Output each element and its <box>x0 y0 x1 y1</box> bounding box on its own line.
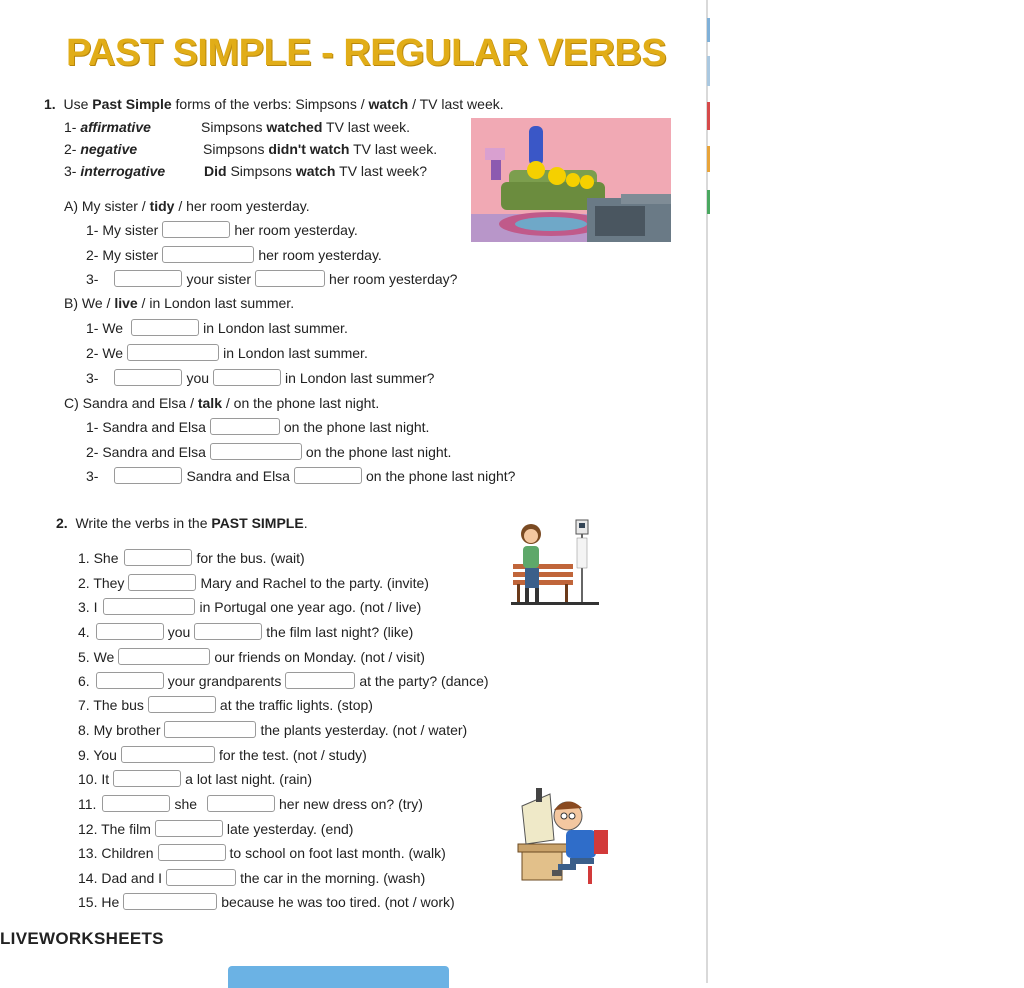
answer-input[interactable] <box>148 696 216 713</box>
example-negative: 2- negative <box>64 141 138 157</box>
scroll-marker <box>707 190 710 214</box>
section-a-heading: A) My sister / tidy / her room yesterday. <box>64 198 310 214</box>
answer-input[interactable] <box>207 795 275 812</box>
answer-field[interactable] <box>104 601 194 616</box>
section-b-line2: 2- We in London last summer. <box>86 345 368 361</box>
exercise-item-6: 6. your grandparents at the party? (dance) <box>78 673 489 689</box>
section-c-heading: C) Sandra and Elsa / talk / on the phone last night. <box>64 395 380 411</box>
scroll-marker <box>707 102 710 130</box>
answer-input[interactable] <box>210 443 302 460</box>
example-affirmative-sentence: Simpsons watched TV last week. <box>201 119 411 135</box>
section-b-heading: B) We / live / in London last summer. <box>64 295 295 311</box>
answer-field[interactable] <box>124 896 216 911</box>
answer-field[interactable] <box>195 626 261 641</box>
answer-field[interactable] <box>115 470 181 485</box>
answer-input[interactable] <box>166 869 236 886</box>
simpsons-couch-picture <box>471 118 671 242</box>
answer-field[interactable] <box>214 372 280 387</box>
answer-input[interactable] <box>114 369 182 386</box>
answer-field[interactable] <box>114 773 180 788</box>
answer-field[interactable] <box>211 446 301 461</box>
answer-input[interactable] <box>114 467 182 484</box>
answer-input[interactable] <box>213 369 281 386</box>
section-b-line3: 3- you in London last summer? <box>86 370 435 386</box>
girl-at-bus-stop-picture <box>511 518 599 606</box>
section1-instruction: 1. Use Past Simple forms of the verbs: Simpsons / watch / TV last week. <box>44 96 504 112</box>
section-c-line3: 3- Sandra and Elsa on the phone last night? <box>86 468 516 484</box>
answer-input[interactable] <box>162 221 230 238</box>
exercise-item-4: 4. you the film last night? (like) <box>78 624 414 640</box>
answer-input[interactable] <box>121 746 215 763</box>
answer-input[interactable] <box>96 672 164 689</box>
exercise-item-11: 11. she her new dress on? (try) <box>78 796 423 812</box>
exercise-item-5: 5. We our friends on Monday. (not / visit) <box>78 649 425 665</box>
section2-instruction: 2. Write the verbs in the PAST SIMPLE. <box>56 515 308 531</box>
answer-field[interactable] <box>295 470 361 485</box>
section-c-line1: 1- Sandra and Elsa on the phone last night. <box>86 419 430 435</box>
section-a-line3: 3- your sister her room yesterday? <box>86 271 458 287</box>
answer-input[interactable] <box>194 623 262 640</box>
answer-input[interactable] <box>255 270 325 287</box>
answer-field[interactable] <box>149 699 215 714</box>
answer-input[interactable] <box>155 820 223 837</box>
answer-input[interactable] <box>162 246 254 263</box>
exercise-item-8: 8. My brother the plants yesterday. (not / water) <box>78 722 468 738</box>
finish-button[interactable] <box>228 966 449 988</box>
exercise-item-12: 12. The film late yesterday. (end) <box>78 821 354 837</box>
scroll-marker <box>707 146 710 172</box>
answer-field[interactable] <box>97 626 163 641</box>
exercise-item-13: 13. Children to school on foot last month. (walk) <box>78 845 446 861</box>
scroll-marker <box>707 18 710 42</box>
answer-input[interactable] <box>285 672 355 689</box>
answer-field[interactable] <box>97 675 163 690</box>
answer-field[interactable] <box>286 675 354 690</box>
answer-input[interactable] <box>118 648 210 665</box>
exercise-item-14: 14. Dad and I the car in the morning. (wash) <box>78 870 426 886</box>
example-negative-sentence: Simpsons didn't watch TV last week. <box>203 141 438 157</box>
exercise-item-15: 15. He because he was too tired. (not / work) <box>78 894 455 910</box>
answer-field[interactable] <box>208 798 274 813</box>
scrollbar-markers <box>707 0 710 983</box>
answer-input[interactable] <box>113 770 181 787</box>
exercise-item-9: 9. You for the test. (not / study) <box>78 747 367 763</box>
example-affirmative: 1- affirmative <box>64 119 151 135</box>
answer-field[interactable] <box>103 798 169 813</box>
section-c-line2: 2- Sandra and Elsa on the phone last night. <box>86 444 452 460</box>
answer-input[interactable] <box>96 623 164 640</box>
answer-input[interactable] <box>131 319 199 336</box>
exercise-item-3: 3. I in Portugal one year ago. (not / live) <box>78 599 422 615</box>
section-a-line1: 1- My sister her room yesterday. <box>86 222 358 238</box>
answer-input[interactable] <box>114 270 182 287</box>
answer-field[interactable] <box>129 577 195 592</box>
section-b-line1: 1- We in London last summer. <box>86 320 348 336</box>
example-interrogative-sentence: Did Simpsons watch TV last week? <box>204 163 428 179</box>
answer-input[interactable] <box>164 721 256 738</box>
exercise-item-1: 1. She for the bus. (wait) <box>78 550 305 566</box>
answer-input[interactable] <box>127 344 219 361</box>
answer-field[interactable] <box>256 273 324 288</box>
scroll-marker <box>707 56 710 86</box>
answer-input[interactable] <box>158 844 226 861</box>
answer-field[interactable] <box>119 651 209 666</box>
example-interrogative: 3- interrogative <box>64 163 166 179</box>
exercise-item-7: 7. The bus at the traffic lights. (stop) <box>78 697 373 713</box>
answer-input[interactable] <box>294 467 362 484</box>
answer-field[interactable] <box>115 273 181 288</box>
page-title: PAST SIMPLE - REGULAR VERBS <box>66 32 667 74</box>
answer-field[interactable] <box>115 372 181 387</box>
answer-field[interactable] <box>122 749 214 764</box>
answer-field[interactable] <box>159 847 225 862</box>
answer-field[interactable] <box>163 224 229 239</box>
answer-input[interactable] <box>103 598 195 615</box>
answer-input[interactable] <box>123 893 217 910</box>
answer-input[interactable] <box>102 795 170 812</box>
answer-field[interactable] <box>167 872 235 887</box>
answer-field[interactable] <box>211 421 279 436</box>
liveworksheets-logo: LIVEWORKSHEETS <box>0 929 164 948</box>
answer-field[interactable] <box>132 322 198 337</box>
answer-input[interactable] <box>128 574 196 591</box>
answer-field[interactable] <box>156 823 222 838</box>
answer-input[interactable] <box>124 549 192 566</box>
answer-field[interactable] <box>125 552 191 567</box>
answer-field[interactable] <box>163 249 253 264</box>
answer-field[interactable] <box>128 347 218 362</box>
answer-input[interactable] <box>210 418 280 435</box>
answer-field[interactable] <box>165 724 255 739</box>
exercise-item-10: 10. It a lot last night. (rain) <box>78 771 312 787</box>
section-a-line2: 2- My sister her room yesterday. <box>86 247 382 263</box>
exercise-item-2: 2. They Mary and Rachel to the party. (invite) <box>78 575 429 591</box>
boy-at-computer-picture <box>514 786 614 886</box>
